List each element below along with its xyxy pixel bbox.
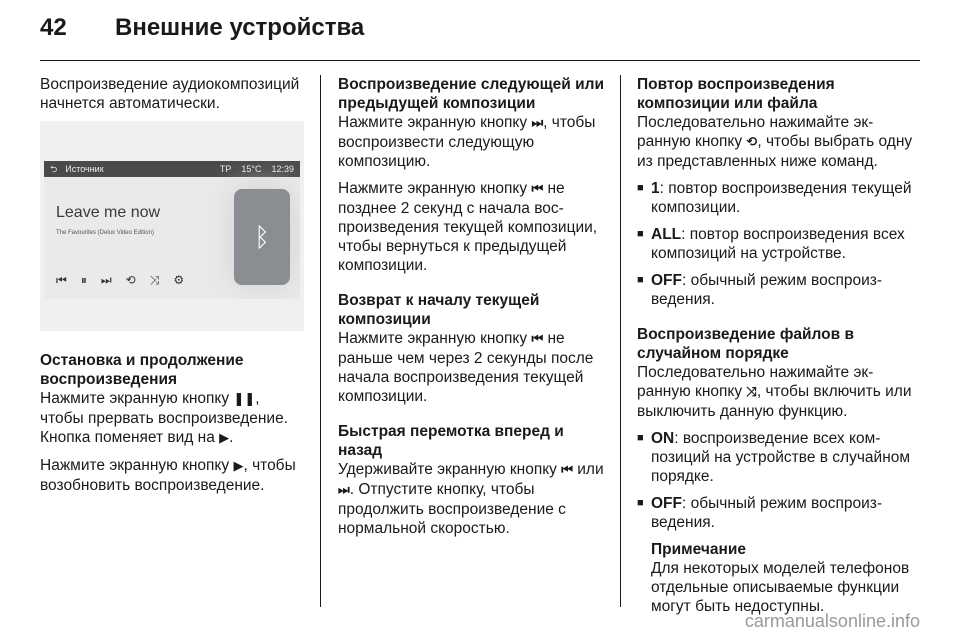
back-icon: ⮌: [50, 163, 58, 174]
column-2: [338, 75, 606, 546]
tp-label: TP: [219, 163, 232, 174]
bullet-icon: ■: [637, 497, 644, 509]
bullet-icon: ■: [637, 182, 644, 194]
previous-icon: ⏮: [561, 463, 573, 478]
temperature: 15°C: [241, 163, 262, 174]
column-3: [637, 75, 915, 624]
note-text: Для некоторых моделей телефонов отдельные описываемые функции могут быть недоступны.: [651, 560, 910, 615]
column-1: [40, 75, 304, 503]
paragraph: Последовательно нажимайте экранную кнопку ⟲, чтобы выбрать одну из представленных ниже команд.: [637, 114, 913, 170]
section-title-shuffle: Воспроизведение файлов в случайном порядке: [637, 326, 855, 362]
shuffle-options-list: [637, 429, 915, 532]
list-item: [637, 271, 915, 309]
page-header: [40, 14, 364, 42]
pause-icon: ❚❚: [233, 392, 256, 407]
paragraph: Нажмите экранную кнопку ⏮ не позднее 2 секунд с начала воспроизведения текущей композиции, чтобы вернуться к предыдущей композиции.: [338, 180, 598, 274]
page-number: 42: [40, 14, 67, 41]
option-text: : обычный режим воспроизведения.: [651, 272, 883, 308]
watermark: carmanualsonline.info: [744, 611, 920, 631]
source-label: Источник: [65, 163, 104, 174]
bluetooth-icon: ᛒ: [234, 189, 290, 285]
intro-text: Воспроизведение аудиокомпозиций начнется автоматически.: [40, 76, 300, 112]
repeat-icon: ⟲: [125, 273, 136, 287]
option-text: : воспроизведение всех композиций на устройстве в случайном порядке.: [651, 430, 911, 485]
next-icon: ⏭: [531, 116, 544, 131]
section-title-stop: Остановка и продолжение воспроизведения: [40, 352, 244, 388]
bullet-icon: ■: [637, 228, 644, 240]
previous-icon: ⏮: [56, 273, 67, 287]
option-text: : повтор воспроизведения всех композиций на устройстве.: [651, 226, 905, 262]
option-key: 1: [651, 180, 660, 197]
clock: 12:39: [271, 163, 294, 174]
playback-controls: [56, 271, 184, 290]
paragraph: Нажмите экранную кнопку ⏭, чтобы воспроизвести следующую композицию.: [338, 114, 596, 170]
section-title-next: Воспроизведение следующей или предыдущей композиции: [338, 76, 605, 112]
paragraph: Нажмите экранную кнопку ▶, чтобы возобновить воспроизведение.: [40, 457, 296, 494]
option-text: : повтор воспроизведения текущей композиции.: [651, 180, 912, 216]
repeat-icon: ⟲: [746, 135, 758, 150]
paragraph: Нажмите экранную кнопку ❚❚, чтобы прервать воспроизведение. Кнопка поменяет вид на ▶.: [40, 390, 288, 446]
option-key: OFF: [651, 272, 682, 289]
list-item: [637, 429, 915, 486]
option-key: OFF: [651, 495, 682, 512]
play-icon: ▶: [233, 459, 244, 474]
bullet-icon: ■: [637, 274, 644, 286]
page-title: Внешние устройства: [115, 14, 365, 41]
header-rule: [40, 60, 920, 61]
next-icon: ⏭: [100, 273, 112, 287]
paragraph: Нажмите экранную кнопку ⏮ не раньше чем через 2 секунды после начала воспроизведения текущей композиции.: [338, 330, 594, 405]
device-screenshot: [40, 121, 304, 331]
note-title: Примечание: [651, 541, 746, 558]
paragraph: Удерживайте экранную кнопку ⏮ или ⏭. Отпустите кнопку, чтобы продолжить воспроизведение с нормальной скоростью.: [338, 461, 604, 537]
column-divider: [620, 75, 621, 607]
song-title: Leave me now: [56, 204, 161, 221]
previous-icon: ⏮: [531, 332, 544, 347]
option-key: ON: [651, 430, 675, 447]
repeat-options-list: [637, 179, 915, 309]
next-icon: ⏭: [338, 483, 350, 498]
option-text: : обычный режим воспроизведения.: [651, 495, 883, 531]
bullet-icon: ■: [637, 432, 644, 444]
shuffle-icon: ⤨: [746, 385, 757, 400]
column-divider: [320, 75, 321, 607]
note-block: [651, 540, 915, 616]
pause-icon: ⏸: [80, 273, 87, 287]
infotainment-screen: [44, 161, 300, 299]
settings-icon: ⚙: [173, 273, 185, 287]
previous-icon: ⏮: [531, 182, 544, 197]
list-item: [637, 179, 915, 217]
list-item: [637, 225, 915, 263]
section-title-seek: Быстрая перемотка вперед и назад: [338, 423, 564, 459]
now-playing: [56, 203, 160, 243]
section-title-restart: Возврат к началу текущей композиции: [338, 292, 540, 328]
paragraph: Последовательно нажимайте экранную кнопку ⤨, чтобы включить или выключить данную функцию.: [637, 364, 912, 420]
song-album: The Favourites (Delux Video Edition): [56, 230, 154, 236]
shuffle-icon: ⤨: [149, 273, 160, 287]
list-item: [637, 494, 915, 532]
play-icon: ▶: [219, 431, 230, 446]
option-key: ALL: [651, 226, 682, 243]
section-title-repeat: Повтор воспроизведения композиции или файла: [637, 76, 835, 112]
status-bar: [44, 161, 300, 177]
